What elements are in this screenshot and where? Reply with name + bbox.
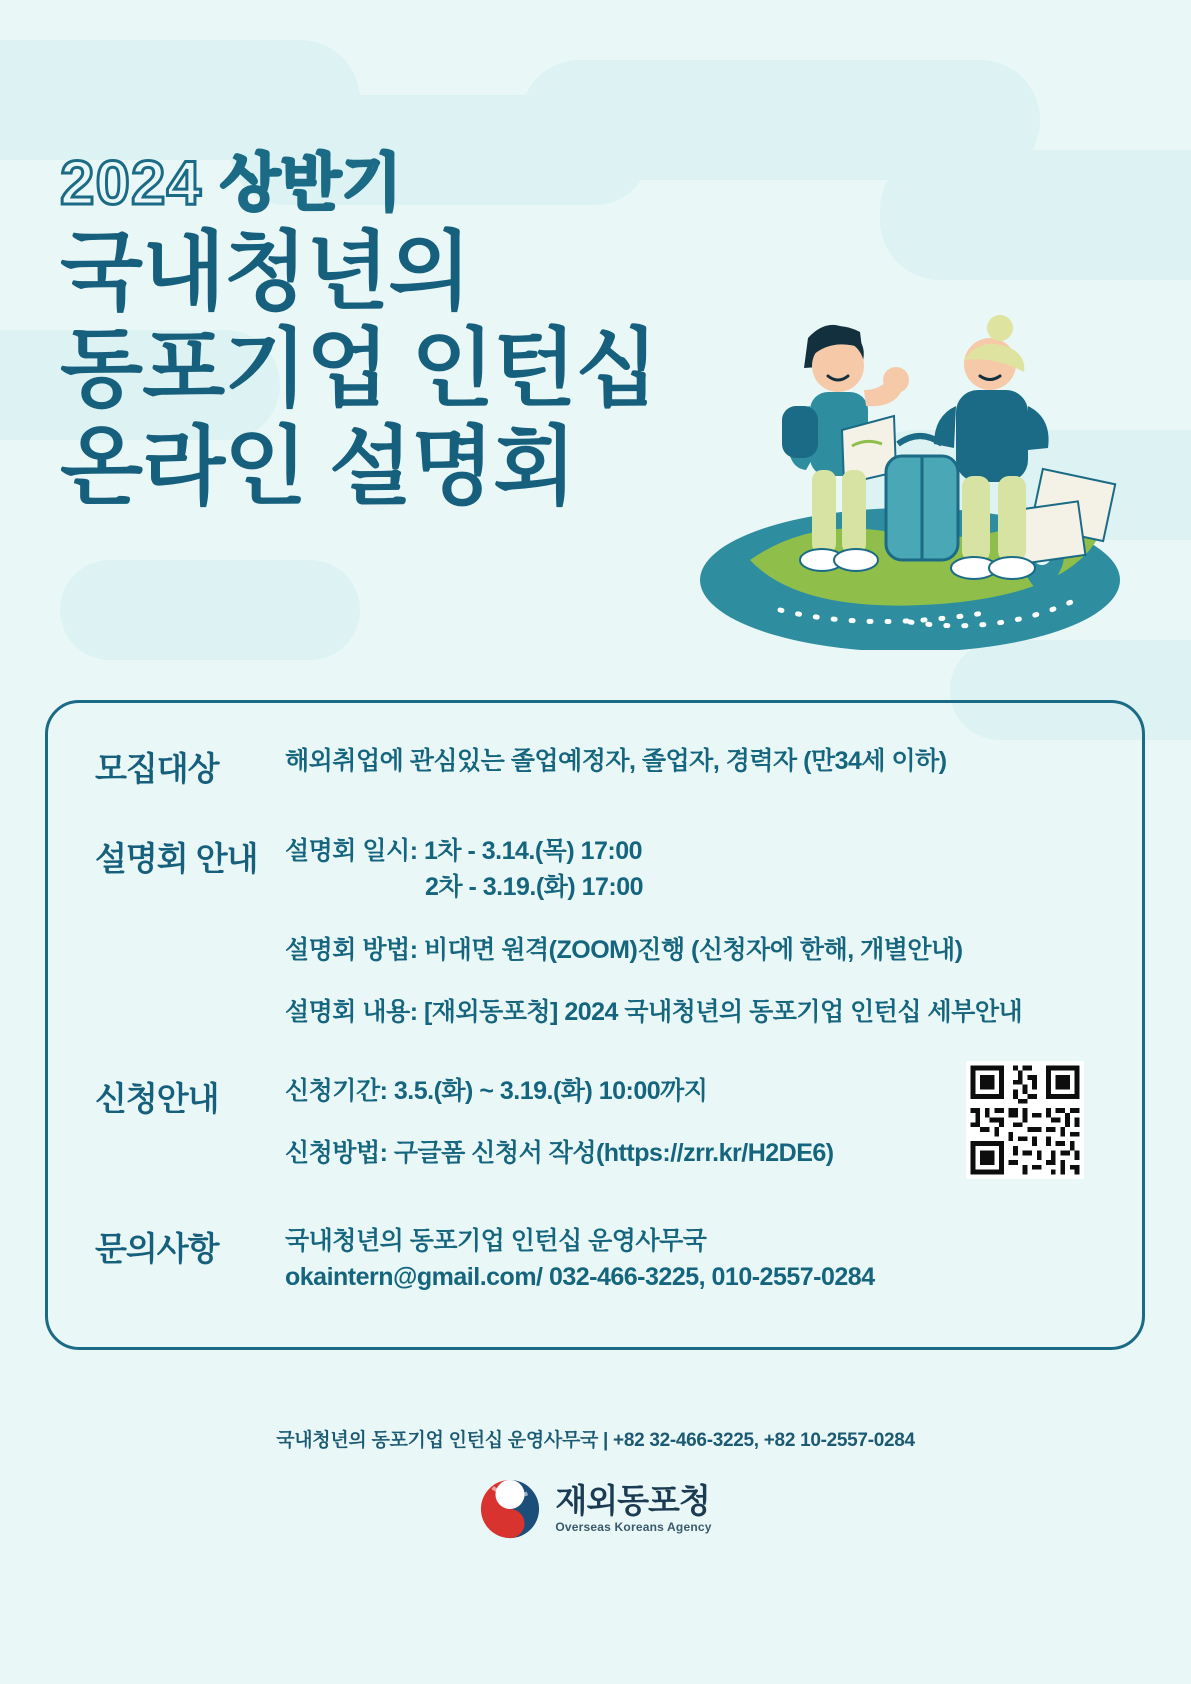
- section-application-info: [70, 1073, 890, 1172]
- section-label: 신청안내: [95, 1080, 219, 1117]
- application-period: 신청기간: 3.5.(화) ~ 3.19.(화) 10:00까지: [285, 1077, 708, 1105]
- qr-code-icon[interactable]: [966, 1061, 1084, 1179]
- title-line-1: 국내청년의: [60, 224, 471, 321]
- section-briefing-info: [70, 833, 1130, 1030]
- briefing-method: 설명회 방법: 비대면 원격(ZOOM)진행 (신청자에 한해, 개별안내): [285, 935, 963, 964]
- section-label: 모집대상: [95, 750, 219, 787]
- section-value: [285, 1223, 875, 1296]
- page-title: [60, 224, 657, 516]
- cloud-decoration: [60, 560, 360, 660]
- title-line-3: 온라인 설명회: [60, 418, 576, 515]
- section-label: 문의사항: [95, 1230, 219, 1267]
- contact-office: 국내청년의 동포기업 인턴십 운영사무국: [285, 1227, 707, 1255]
- briefing-date-1: 설명회 일시: 1차 - 3.14.(목) 17:00: [285, 837, 643, 865]
- briefing-content: 설명회 내용: [재외동포청] 2024 국내청년의 동포기업 인턴십 세부안내: [285, 997, 1023, 1026]
- application-method[interactable]: 신청방법: 구글폼 신청서 작성(https://zrr.kr/H2DE6): [285, 1139, 834, 1168]
- section-value: [285, 833, 1022, 1030]
- section-recruit-target: [70, 743, 1120, 790]
- footer-contact-line: 국내청년의 동포기업 인턴십 운영사무국 | +82 32-466-3225, +82 10-2557-0284: [276, 1430, 915, 1451]
- students-travel-illustration: [660, 230, 1130, 650]
- poster-title-block: [60, 150, 657, 516]
- section-value: 해외취업에 관심있는 졸업예정자, 졸업자, 경력자 (만34세 이하): [285, 747, 947, 775]
- agency-name-ko: 재외동포청: [555, 1481, 710, 1519]
- poster-footer: [0, 1425, 1191, 1540]
- info-card: [45, 700, 1145, 1350]
- poster-year-line: 2024 상반기: [60, 149, 403, 218]
- title-line-2: 동포기업 인턴십: [60, 321, 658, 418]
- briefing-date-2: 2차 - 3.19.(화) 17:00: [425, 873, 644, 902]
- section-label: 설명회 안내: [95, 840, 258, 877]
- agency-logo: [0, 1478, 1191, 1540]
- section-value: [285, 1073, 834, 1172]
- taegeuk-logo-icon: [479, 1478, 541, 1540]
- section-contact: [70, 1223, 1070, 1296]
- contact-details: okaintern@gmail.com/ 032-466-3225, 010-2557-0284: [285, 1263, 875, 1292]
- agency-name-en: Overseas Koreans Agency: [555, 1520, 712, 1535]
